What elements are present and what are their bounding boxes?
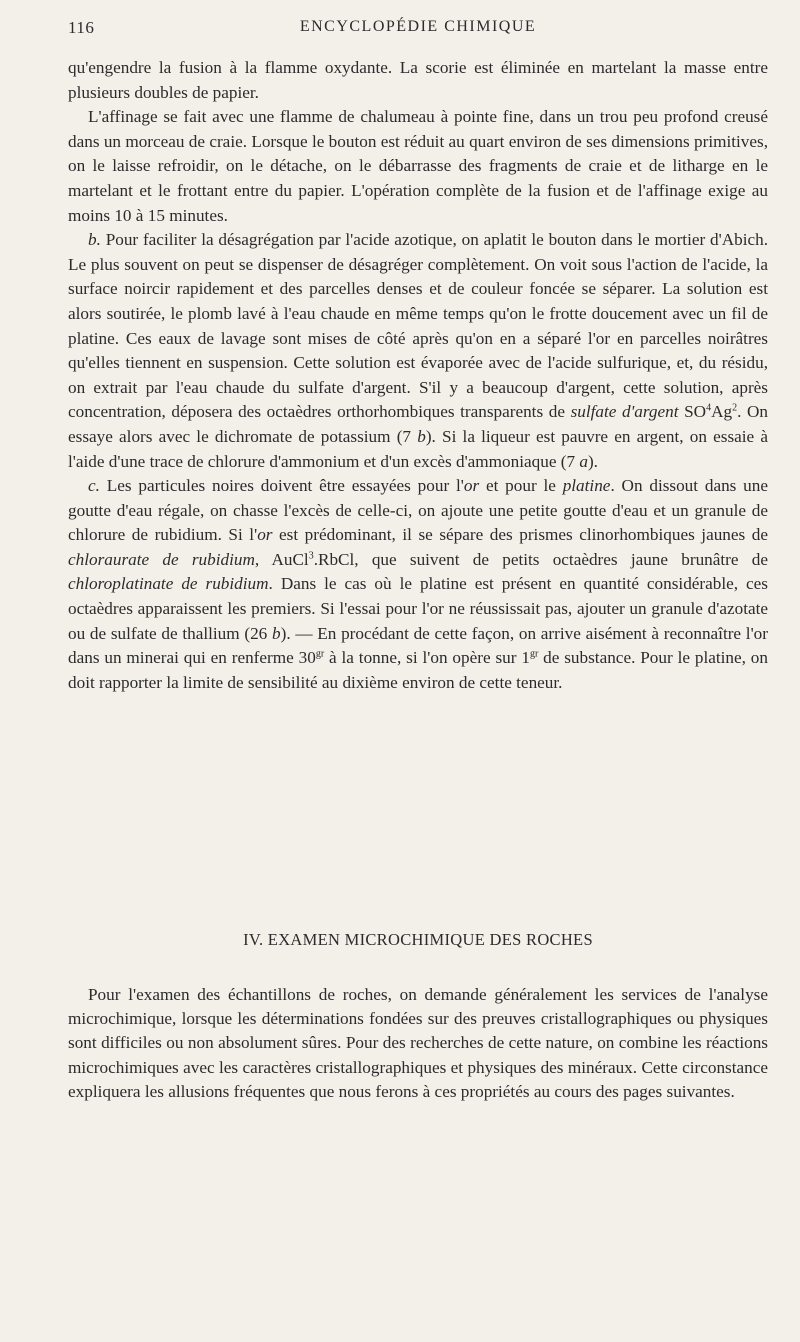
label-b: b. <box>88 230 101 250</box>
page-header <box>68 18 768 42</box>
paragraph-affinage: L'affinage se fait avec une flamme de chalumeau à pointe fine, dans un trou peu profond creusé dans un morceau de craie. Lorsque le bouton est réduit au quart environ de ses dimensions primitives, on le laisse refroidir, on le détache, on le débarrasse des fragments de craie et de litharge en le martelant et le frottant entre du papier. L'opération complète de la fusion et de l'affinage exige au moins 10 à 15 minutes. <box>68 107 768 225</box>
label-c: c. <box>88 476 100 496</box>
term-sulfate-argent: sulfate d'argent <box>570 402 679 422</box>
paragraph-b: b. Pour faciliter la désagrégation par l'acide azotique, on aplatit le bouton dans le mortier d'Abich. Le plus souvent on peut se dispenser de désagréger complètement. On voit sous l'action de l'acide, la surface noircir rapidement et des parcelles denses et de couleur foncée se séparer. La solution est alors soutirée, le plomb lavé à l'eau chaude en même temps qu'on le frotte doucement avec un fil de platine. Ces eaux de lavage sont mises de côté après qu'on en a séparé l'or en parcelles noirâtres qu'elles tiennent en suspension. Cette solution est évaporée avec de l'acide sulfurique, et, du résidu, on extrait par l'eau chaude du sulfate d'argent. S'il y a beaucoup d'argent, cette solution, après concentration, déposera des octaèdres orthorhombiques transparents de sulfate d'argent $SO^4Ag^2$. On essaye alors avec le dichromate de potassium (7 b). Si la liqueur est pauvre en argent, on essaie à l'aide d'une trace de chlorure d'ammonium et d'un excès d'ammoniaque (7 a). <box>68 230 768 471</box>
term-chloraurate: chloraurate de rubidium <box>68 549 255 569</box>
section-heading: IV. EXAMEN MICROCHIMIQUE DES ROCHES <box>243 930 593 949</box>
section-body <box>68 983 768 1104</box>
body-text <box>68 56 768 695</box>
running-title: ENCYCLOPÉDIE CHIMIQUE <box>299 18 537 35</box>
paragraph-c: c. Les particules noires doivent être essayées pour l'or et pour le platine. On dissout dans une goutte d'eau régale, on chasse l'excès de celle-ci, on ajoute une petite goutte d'eau et un granule de chlorure de rubidium. Si l'or est prédominant, il se sépare des prismes clinorhombiques jaunes de chloraurate de rubidium, AuCl$^3$.RbCl, que suivent de petits octaèdres jaune brunâtre de chloroplatinate de rubidium. Dans le cas où le platine est présent en quantité considérable, ces octaèdres apparaissent les premiers. Si l'essai pour l'or ne réussissait pas, ajouter un granule d'azotate ou de sulfate de thallium (26 b). — En procédant de cette façon, on arrive aisément à reconnaître l'or dans un minerai qui en renferme $30^{gr}$ à la tonne, si l'on opère sur $1^{gr}$ de substance. Pour le platine, on doit rapporter la limite de sensibilité au dixième environ de cette teneur. <box>68 476 768 692</box>
section-paragraph: Pour l'examen des échantillons de roches, on demande généralement les services de l'analyse microchimique, lorsque les déterminations fondées sur des preuves cristallographiques ou physiques sont difficiles ou non absolument sûres. Pour des recherches de cette nature, on combine les réactions microchimiques avec les caractères cristallographiques et physiques des minéraux. Cette circonstance expliquera les allusions fréquentes que nous ferons à ces propriétés au cours des pages suivantes. <box>68 985 768 1101</box>
page-number: 116 <box>68 18 95 37</box>
paragraph-continuation: qu'engendre la fusion à la flamme oxydante. La scorie est éliminée en martelant la masse entre plusieurs doubles de papier. <box>68 58 768 102</box>
term-chloroplatinate: chloroplatinate de rubidium <box>68 574 269 594</box>
